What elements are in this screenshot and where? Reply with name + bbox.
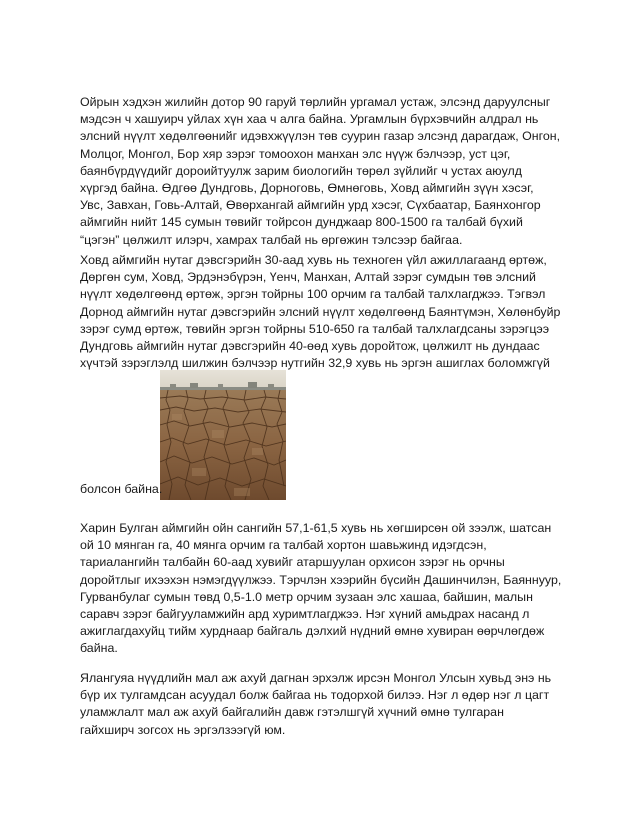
photo-caption-continuation: болсон байна.: [80, 482, 163, 496]
text-line: Гурванбулаг сумын төвд 0,5-1.0 метр орчим зузаан элс хашаа, байшин, малын: [80, 589, 533, 604]
text-line: аймгийн нийт 145 сумын төвийг тойрсон дунджаар 800-1500 га талбай бүхий: [80, 215, 523, 230]
text-line: байна.: [80, 641, 118, 656]
cracked-earth-photo: [160, 370, 286, 500]
text-line: Харин Булган аймгийн ойн сангийн 57,1-61,5 хувь нь хөгширсөн ой зээлж, шатсан: [80, 521, 552, 535]
text-line: Дорнод аймгийн нутаг дэвсгэрийн элсний нүүлт хөдөлгөөнд Баянтүмэн, Хөлөнбуйр: [80, 304, 561, 319]
text-line: Ховд аймгийн нутаг дэвсгэрийн 30-аад хувь нь техноген үйл ажиллагаанд өртөж,: [80, 253, 547, 267]
text-line: “цэгэн” цөлжилт илэрч, хамрах талбай нь өргөжин тэлсээр байгаа.: [80, 232, 463, 247]
text-line: Ялангуяа нүүдлийн мал аж ахуй дагнан эрхэлж ирсэн Монгол Улсын хувьд энэ нь: [80, 671, 552, 685]
text-line: нүүлт хөдөлгөөнд өртөж, эргэн тойрны 100 орчим га талбай талхлагджээ. Тэгвэл: [80, 287, 546, 302]
text-line: Дундговь аймгийн нутаг дэвсгэрийн 40-өөд хувь доройтож, цөлжилт нь дундаас: [80, 339, 540, 354]
paragraph-khovd-dornod: [80, 252, 570, 372]
text-line: Молцог, Монгол, Бор хяр зэрэг томоохон манхан элс нүүж бэлчээр, уст цэг,: [80, 146, 511, 161]
text-line: ажиглагдахуйц тийм хурднаар байгаль дэлхий нүдний өмнө хувиран өөрчлөгдөж: [80, 624, 545, 639]
text-line: Увс, Завхан, Говь-Алтай, Өвөрхангай аймгийн урд хэсэг, Сүхбаатар, Баянхонгор: [80, 198, 541, 213]
text-line: зэрэг сумд өртөж, төвийн эргэн тойрны 510-650 га талбай талхлагдсаны зэрэгцээ: [80, 321, 550, 336]
text-line: хүргэд байна. Өдгөө Дундговь, Дорноговь, Өмнөговь, Ховд аймгийн зүүн хэсэг,: [80, 181, 534, 196]
text-line: Ойрын хэдхэн жилийн дотор 90 гаруй төрлийн ургамал устаж, элсэнд даруулсныг: [80, 95, 551, 109]
text-line: доройтлыг ихээхэн нэмэгдүүлжээ. Тэрчлэн хээрийн бүсийн Дашинчилэн, Баяннуур,: [80, 572, 562, 587]
text-line: гайхширч зогсох нь эргэлзээгүй юм.: [80, 722, 286, 737]
text-line: баянбүрдүүдийг дороийтуулж зарим биологийн төрөл зүйлийг ч устах аюулд: [80, 163, 522, 178]
text-line: саравч зэрэг байгууламжийн ард хуримтлагджээ. Нэг хүний амьдрах насанд л: [80, 607, 530, 622]
text-line: тариалангийн талбайн 60-аад хувийг атаршуулан орхисон зэрэг нь орчны: [80, 555, 505, 570]
text-line: бүр их тулгамдсан асуудал болж байгаа нь тодорхой билээ. Нэг л өдөр нэг л цагт: [80, 688, 550, 703]
paragraph-bulgan-forest: [80, 520, 570, 658]
text-line: ой 10 мянган га, 40 мянга орчим га талбай хортон шавьжинд идэгдсэн,: [80, 538, 487, 553]
text-line: мэдсэн ч хашуирч уйлах хүн хаа ч алга байна. Ургамлын бүрхэвчийн алдрал нь: [80, 112, 539, 127]
text-line: хүчтэй зэрэглэлд шилжин бэлчээр нутгийн 32,9 хувь нь эргэн ашиглах боломжгүй: [80, 356, 550, 371]
text-line: элсний нүүлт хөдөлгөөнийг идэвхжүүлэн төв суурин газар элсэнд дарагдаж, Онгон,: [80, 129, 561, 144]
text-line: уламжлалт мал аж ахуй байгалийн давж гэтэлшгүй хүчний өмнө тулгаран: [80, 705, 504, 720]
paragraph-desertification-overview: [80, 94, 570, 249]
text-line: Дөргөн сум, Ховд, Эрдэнэбүрэн, Үенч, Манхан, Алтай зэрэг сумдын төв элсний: [80, 270, 536, 285]
paragraph-nomadic-herding: [80, 670, 570, 739]
